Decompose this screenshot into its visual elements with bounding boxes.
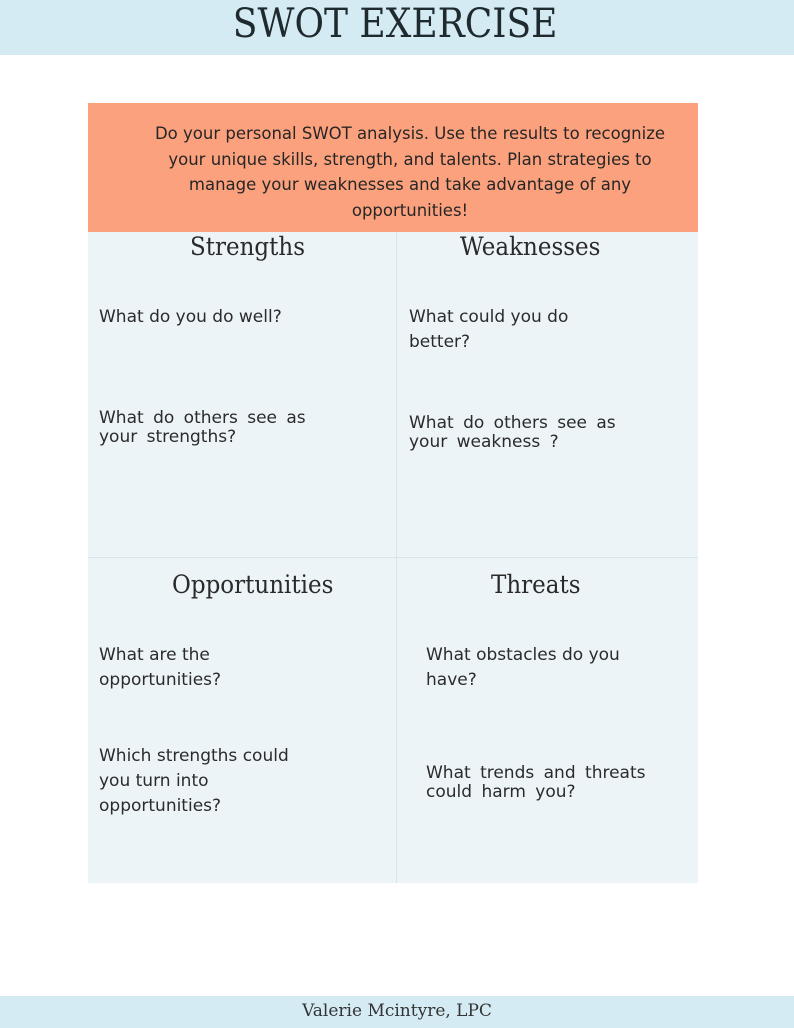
threats-question-2: What trends and threats could harm you?	[426, 763, 646, 802]
strengths-title: Strengths	[190, 232, 305, 261]
grid-horizontal-divider	[88, 557, 698, 558]
footer-author: Valerie Mcintyre, LPC	[302, 1001, 492, 1021]
header-band	[0, 0, 794, 55]
strengths-question-1: What do you do well?	[99, 307, 282, 327]
intro-text: Do your personal SWOT analysis. Use the results to recognize your unique skills, strength, and talents. Plan strategies to manage your weaknesses and take advantage of any opportunities!	[154, 124, 666, 220]
threats-question-1: What obstacles do you have?	[426, 645, 620, 690]
swot-grid	[88, 232, 698, 883]
weaknesses-title: Weaknesses	[460, 232, 601, 261]
weaknesses-question-2: What do others see as your weakness ?	[409, 413, 616, 452]
opportunities-question-2: Which strengths could you turn into opportunities?	[99, 746, 289, 816]
footer-band	[0, 996, 794, 1028]
intro-box	[88, 103, 698, 232]
weaknesses-question-1: What could you do better?	[409, 307, 569, 352]
opportunities-question-1: What are the opportunities?	[99, 645, 222, 690]
page-title: SWOT EXERCISE	[232, 1, 558, 47]
opportunities-title: Opportunities	[172, 570, 334, 599]
strengths-question-2: What do others see as your strengths?	[99, 408, 306, 447]
threats-title: Threats	[491, 570, 581, 599]
